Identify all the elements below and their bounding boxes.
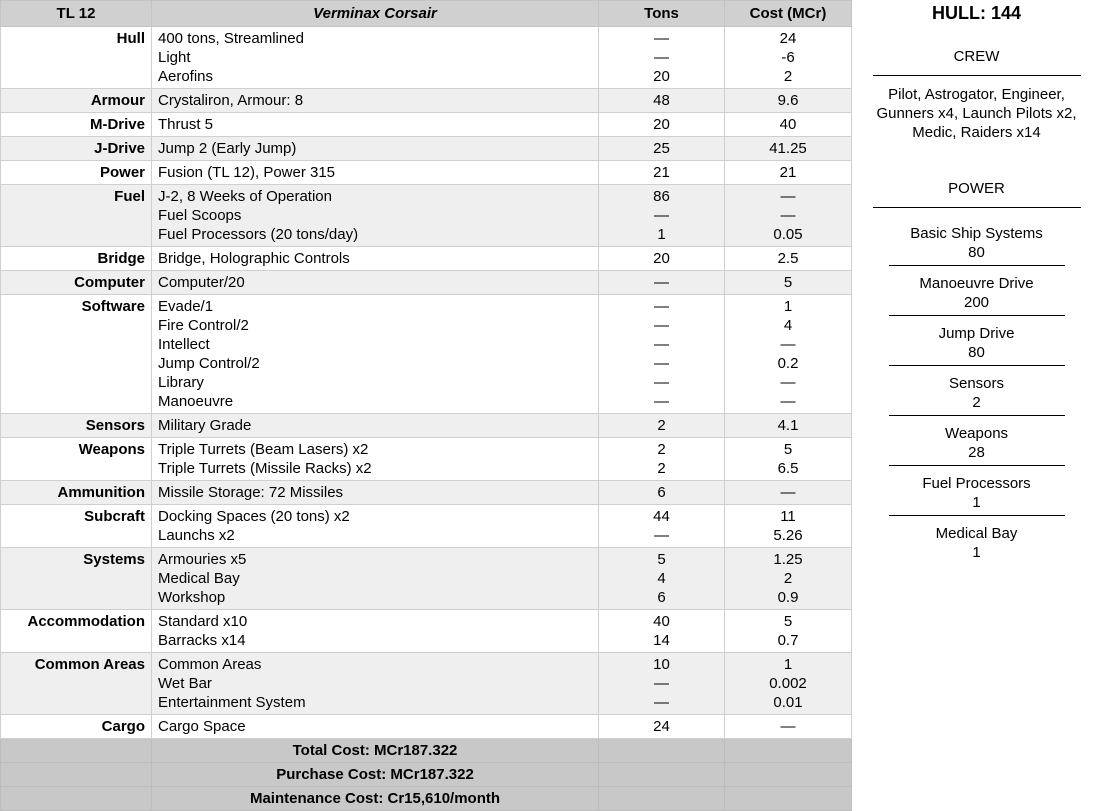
row-item-cell <box>152 438 599 481</box>
row-category: Ammunition <box>1 481 152 505</box>
row-cost: 0.2 <box>777 355 799 372</box>
row-item-cell <box>152 548 599 610</box>
row-cost-cell <box>725 481 852 505</box>
row-category: Power <box>1 161 152 185</box>
tech-level-header: TL 12 <box>1 1 152 27</box>
total-cost-row <box>1 739 852 763</box>
power-item <box>851 216 1102 265</box>
row-cost: — <box>780 484 796 501</box>
row-item-cell <box>152 27 599 89</box>
row-cost: 4 <box>783 317 793 334</box>
table-row <box>1 438 852 481</box>
row-tons: — <box>654 298 669 315</box>
hull-points: HULL: 144 <box>931 3 1021 23</box>
row-cost: 4.1 <box>777 417 799 434</box>
table-row <box>1 247 852 271</box>
row-tons-cell <box>599 414 725 438</box>
power-item-label: Weapons <box>944 425 1009 442</box>
row-cost: 40 <box>779 116 797 133</box>
row-tons: 1 <box>657 226 666 243</box>
row-cost: 1 <box>783 656 793 673</box>
table-row <box>1 113 852 137</box>
row-cost: — <box>780 207 796 224</box>
row-item: Barracks x14 <box>158 632 246 649</box>
table-body <box>1 27 852 739</box>
row-cost: 5.26 <box>773 527 803 544</box>
row-item: Bridge, Holographic Controls <box>158 250 350 267</box>
power-title: POWER <box>948 180 1005 197</box>
table-row <box>1 481 852 505</box>
row-tons: 21 <box>653 164 670 181</box>
row-cost-cell <box>725 548 852 610</box>
row-tons: 86 <box>653 188 670 205</box>
power-item <box>851 516 1102 565</box>
row-tons-cell <box>599 548 725 610</box>
power-item <box>851 416 1102 465</box>
table-row <box>1 27 852 89</box>
row-item-cell <box>152 137 599 161</box>
row-item: Standard x10 <box>158 613 248 630</box>
row-tons-cell <box>599 247 725 271</box>
row-item: Jump 2 (Early Jump) <box>158 140 297 157</box>
row-cost-cell <box>725 113 852 137</box>
row-item: Thrust 5 <box>158 116 214 133</box>
table-header-row <box>1 1 852 27</box>
row-item: Fuel Processors (20 tons/day) <box>158 226 359 243</box>
total-cost: Total Cost: MCr187.322 <box>152 739 599 763</box>
row-category: Subcraft <box>1 505 152 548</box>
row-item: Launchs x2 <box>158 527 235 544</box>
row-tons-cell <box>599 113 725 137</box>
crew-title: CREW <box>953 48 1000 65</box>
table-row <box>1 715 852 739</box>
row-tons-cell <box>599 610 725 653</box>
row-item: Medical Bay <box>158 570 240 587</box>
row-tons: 6 <box>657 589 666 606</box>
crew-divider <box>873 75 1081 76</box>
table-row <box>1 505 852 548</box>
row-tons: 2 <box>657 460 666 477</box>
row-tons-cell <box>599 271 725 295</box>
row-cost: 41.25 <box>769 140 807 157</box>
crew-list: Pilot, Astrogator, Engineer, Gunners x4, Launch Pilots x2, Medic, Raiders x14 <box>876 86 1077 141</box>
row-tons: 25 <box>653 140 670 157</box>
purchase-cost-row <box>1 763 852 787</box>
row-item-cell <box>152 185 599 247</box>
row-category: Bridge <box>1 247 152 271</box>
maintenance-cost: Maintenance Cost: Cr15,610/month <box>152 787 599 811</box>
row-item-cell <box>152 295 599 414</box>
row-item: Workshop <box>158 589 226 606</box>
row-tons-cell <box>599 481 725 505</box>
row-tons-cell <box>599 185 725 247</box>
row-cost-cell <box>725 185 852 247</box>
row-item-cell <box>152 161 599 185</box>
row-tons-cell <box>599 27 725 89</box>
row-cost-cell <box>725 137 852 161</box>
row-tons-cell <box>599 161 725 185</box>
row-item: Jump Control/2 <box>158 355 260 372</box>
row-category: Cargo <box>1 715 152 739</box>
row-item-cell <box>152 505 599 548</box>
row-item-cell <box>152 113 599 137</box>
row-tons-cell <box>599 653 725 715</box>
row-cost: -6 <box>781 49 795 66</box>
maintenance-cost-row <box>1 787 852 811</box>
row-item: Light <box>158 49 191 66</box>
summary-sidebar <box>851 0 1102 810</box>
row-tons: — <box>654 355 669 372</box>
power-item-value: 28 <box>968 444 985 461</box>
row-cost: 0.9 <box>777 589 799 606</box>
power-item-value: 80 <box>968 344 985 361</box>
row-tons: 44 <box>653 508 670 525</box>
row-cost-cell <box>725 295 852 414</box>
row-tons-cell <box>599 295 725 414</box>
table-row <box>1 89 852 113</box>
row-item: Fuel Scoops <box>158 207 242 224</box>
power-item-value: 200 <box>963 294 990 311</box>
row-item: Evade/1 <box>158 298 214 315</box>
row-tons: 2 <box>657 417 666 434</box>
row-tons: — <box>654 317 669 334</box>
row-cost-cell <box>725 247 852 271</box>
power-list <box>851 216 1102 565</box>
row-category: Computer <box>1 271 152 295</box>
row-cost: 5 <box>783 613 793 630</box>
row-cost-cell <box>725 89 852 113</box>
row-item: Wet Bar <box>158 675 212 692</box>
row-tons-cell <box>599 137 725 161</box>
power-item-label: Fuel Processors <box>922 475 1031 492</box>
row-cost-cell <box>725 271 852 295</box>
row-tons: — <box>654 336 669 353</box>
row-tons: — <box>654 694 669 711</box>
table-row <box>1 161 852 185</box>
row-tons: — <box>654 374 669 391</box>
row-cost: — <box>780 393 796 410</box>
row-cost: — <box>780 188 796 205</box>
row-item-cell <box>152 481 599 505</box>
row-cost-cell <box>725 653 852 715</box>
row-item: Entertainment System <box>158 694 306 711</box>
row-cost: 5 <box>783 274 793 291</box>
row-cost: — <box>780 336 796 353</box>
row-item: Triple Turrets (Beam Lasers) x2 <box>158 441 369 458</box>
table-row <box>1 271 852 295</box>
power-item-label: Jump Drive <box>938 325 1015 342</box>
power-item <box>851 366 1102 415</box>
row-cost-cell <box>725 610 852 653</box>
row-cost-cell <box>725 414 852 438</box>
row-tons: 10 <box>653 656 670 673</box>
row-item-cell <box>152 610 599 653</box>
row-cost: 0.002 <box>769 675 807 692</box>
row-tons: — <box>654 207 669 224</box>
row-item: Aerofins <box>158 68 214 85</box>
table-row <box>1 137 852 161</box>
row-cost: 21 <box>779 164 797 181</box>
row-cost-cell <box>725 161 852 185</box>
row-category: Weapons <box>1 438 152 481</box>
row-tons-cell <box>599 715 725 739</box>
row-tons: 24 <box>653 718 670 735</box>
row-item: Military Grade <box>158 417 252 434</box>
row-category: J-Drive <box>1 137 152 161</box>
row-cost: 2.5 <box>777 250 799 267</box>
row-item: Manoeuvre <box>158 393 234 410</box>
row-category: M-Drive <box>1 113 152 137</box>
row-cost: 24 <box>779 30 797 47</box>
row-item-cell <box>152 715 599 739</box>
row-item: Library <box>158 374 204 391</box>
row-cost: — <box>780 718 796 735</box>
table-row <box>1 295 852 414</box>
cost-header: Cost (MCr) <box>725 1 852 27</box>
row-cost: 11 <box>780 508 796 525</box>
power-item-value: 1 <box>972 544 981 561</box>
row-tons-cell <box>599 89 725 113</box>
row-item: Crystaliron, Armour: 8 <box>158 92 304 109</box>
row-cost: 2 <box>783 570 793 587</box>
row-cost-cell <box>725 505 852 548</box>
row-tons: 2 <box>657 441 666 458</box>
row-tons: 20 <box>653 250 670 267</box>
row-tons-cell <box>599 505 725 548</box>
table-row <box>1 414 852 438</box>
row-cost: 6.5 <box>777 460 799 477</box>
row-item-cell <box>152 271 599 295</box>
row-tons: — <box>654 675 669 692</box>
row-cost-cell <box>725 715 852 739</box>
row-cost: 1.25 <box>773 551 803 568</box>
row-category: Sensors <box>1 414 152 438</box>
power-item-label: Manoeuvre Drive <box>919 275 1034 292</box>
row-cost: — <box>780 374 796 391</box>
power-divider <box>873 207 1081 208</box>
row-category: Fuel <box>1 185 152 247</box>
row-tons: 40 <box>653 613 670 630</box>
power-item <box>851 466 1102 515</box>
table-row <box>1 185 852 247</box>
row-category: Software <box>1 295 152 414</box>
tons-header: Tons <box>599 1 725 27</box>
row-tons: — <box>654 527 669 544</box>
row-item: Fire Control/2 <box>158 317 249 334</box>
row-tons: 6 <box>657 484 666 501</box>
power-item <box>851 266 1102 315</box>
row-item: Missile Storage: 72 Missiles <box>158 484 344 501</box>
power-item-value: 80 <box>968 244 985 261</box>
row-category: Hull <box>1 27 152 89</box>
row-cost-cell <box>725 27 852 89</box>
row-category: Armour <box>1 89 152 113</box>
row-item: J-2, 8 Weeks of Operation <box>158 188 332 205</box>
row-tons: — <box>654 30 669 47</box>
row-cost: 5 <box>783 441 793 458</box>
row-category: Common Areas <box>1 653 152 715</box>
row-item: Computer/20 <box>158 274 245 291</box>
row-item-cell <box>152 247 599 271</box>
row-item: Intellect <box>158 336 210 353</box>
table-row <box>1 610 852 653</box>
power-item <box>851 316 1102 365</box>
table-row <box>1 548 852 610</box>
row-tons-cell <box>599 438 725 481</box>
row-tons: 5 <box>657 551 666 568</box>
row-tons: 20 <box>653 116 670 133</box>
row-cost: 0.01 <box>773 694 803 711</box>
row-item-cell <box>152 414 599 438</box>
row-cost: 0.7 <box>777 632 799 649</box>
purchase-cost: Purchase Cost: MCr187.322 <box>152 763 599 787</box>
row-tons: — <box>654 49 669 66</box>
row-tons: — <box>654 393 669 410</box>
row-tons: 20 <box>653 68 670 85</box>
row-cost: 2 <box>783 68 793 85</box>
row-item: Cargo Space <box>158 718 246 735</box>
row-category: Accommodation <box>1 610 152 653</box>
table-row <box>1 653 852 715</box>
row-item: Docking Spaces (20 tons) x2 <box>158 508 350 525</box>
row-item-cell <box>152 89 599 113</box>
row-tons: 14 <box>653 632 670 649</box>
row-tons: — <box>654 274 669 291</box>
power-item-label: Medical Bay <box>935 525 1018 542</box>
power-item-label: Sensors <box>948 375 1005 392</box>
row-tons: 48 <box>653 92 670 109</box>
row-category: Systems <box>1 548 152 610</box>
row-item: Armouries x5 <box>158 551 247 568</box>
ship-name-header: Verminax Corsair <box>152 1 599 27</box>
row-item: Fusion (TL 12), Power 315 <box>158 164 336 181</box>
row-item: Triple Turrets (Missile Racks) x2 <box>158 460 372 477</box>
row-cost: 0.05 <box>773 226 803 243</box>
power-item-value: 2 <box>972 394 981 411</box>
row-tons: 4 <box>657 570 666 587</box>
row-cost-cell <box>725 438 852 481</box>
row-item-cell <box>152 653 599 715</box>
power-item-value: 1 <box>972 494 981 511</box>
row-item: 400 tons, Streamlined <box>158 30 304 47</box>
row-cost: 1 <box>783 298 793 315</box>
row-cost: 9.6 <box>777 92 799 109</box>
row-item: Common Areas <box>158 656 262 673</box>
power-item-label: Basic Ship Systems <box>910 225 1043 242</box>
